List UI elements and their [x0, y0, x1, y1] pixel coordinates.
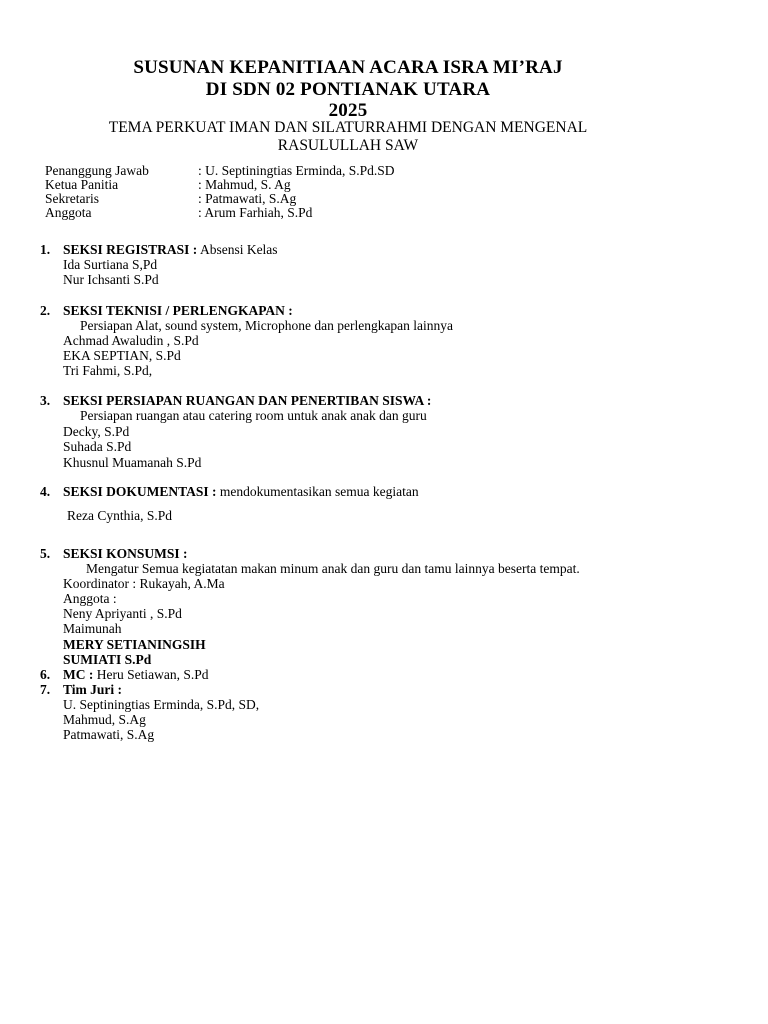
committee-value: : Arum Farhiah, S.Pd — [198, 205, 313, 220]
committee-value: : U. Septiningtias Erminda, S.Pd.SD — [198, 163, 395, 178]
section-number: 7. — [40, 682, 51, 697]
section-heading — [63, 242, 278, 257]
member-name: Patmawati, S.Ag — [63, 727, 155, 742]
section-title: SEKSI REGISTRASI : — [63, 242, 198, 257]
member-name: Suhada S.Pd — [63, 439, 132, 454]
section-title: MC : — [63, 667, 94, 682]
section-title: SEKSI DOKUMENTASI : — [63, 484, 217, 499]
committee-role: Ketua Panitia — [45, 177, 119, 192]
document-title-line-1: SUSUNAN KEPANITIAAN ACARA ISRA MI’RAJ — [133, 57, 563, 78]
section-number: 2. — [40, 303, 51, 318]
section-description: Heru Setiawan, S.Pd — [93, 667, 209, 682]
section-number: 3. — [40, 393, 51, 408]
section-number: 4. — [40, 484, 51, 499]
section-heading — [63, 484, 419, 499]
member-name: Ida Surtiana S,Pd — [63, 257, 158, 272]
theme-line-1: TEMA PERKUAT IMAN DAN SILATURRAHMI DENGAN MENGENAL — [108, 119, 588, 136]
section-title: SEKSI PERSIAPAN RUANGAN DAN PENERTIBAN SISWA : — [63, 393, 432, 408]
member-name: Nur Ichsanti S.Pd — [63, 272, 159, 287]
member-name: U. Septiningtias Erminda, S.Pd, SD, — [63, 697, 260, 712]
section-description: mendokumentasikan semua kegiatan — [216, 484, 419, 499]
section-description: Persiapan ruangan atau catering room untuk anak anak dan guru — [80, 408, 427, 423]
document-title-line-2: DI SDN 02 PONTIANAK UTARA — [205, 79, 491, 100]
section-title: SEKSI KONSUMSI : — [63, 546, 188, 561]
committee-role: Penanggung Jawab — [45, 163, 149, 178]
section-number: 6. — [40, 667, 51, 682]
member-name: Maimunah — [63, 621, 122, 636]
member-name: MERY SETIANINGSIH — [63, 637, 206, 652]
committee-role: Anggota — [45, 205, 92, 220]
section-number: 1. — [40, 242, 51, 257]
member-name: Decky, S.Pd — [63, 424, 130, 439]
theme-line-2: RASULULLAH SAW — [277, 137, 419, 154]
coordinator-line: Koordinator : Rukayah, A.Ma — [63, 576, 225, 591]
section-title: SEKSI TEKNISI / PERLENGKAPAN : — [63, 303, 293, 318]
section-number: 5. — [40, 546, 51, 561]
member-name: Achmad Awaludin , S.Pd — [63, 333, 199, 348]
section-description: Persiapan Alat, sound system, Microphone dan perlengkapan lainnya — [80, 318, 454, 333]
committee-value: : Mahmud, S. Ag — [198, 177, 291, 192]
section-title: Tim Juri : — [63, 682, 123, 697]
section-heading — [63, 667, 209, 682]
section-description: Absensi Kelas — [197, 242, 278, 257]
member-name: Tri Fahmi, S.Pd, — [63, 363, 153, 378]
member-name: EKA SEPTIAN, S.Pd — [63, 348, 181, 363]
member-name: Neny Apriyanti , S.Pd — [63, 606, 182, 621]
member-name: Khusnul Muamanah S.Pd — [63, 455, 202, 470]
anggota-label: Anggota : — [63, 591, 117, 606]
committee-value: : Patmawati, S.Ag — [198, 191, 297, 206]
section-description: Mengatur Semua kegiatatan makan minum anak dan guru dan tamu lainnya beserta tempat. — [86, 561, 580, 576]
document-title-year: 2025 — [328, 100, 368, 121]
committee-role: Sekretaris — [45, 191, 99, 206]
member-name: SUMIATI S.Pd — [63, 652, 152, 667]
member-name: Mahmud, S.Ag — [63, 712, 146, 727]
member-name: Reza Cynthia, S.Pd — [67, 508, 172, 523]
